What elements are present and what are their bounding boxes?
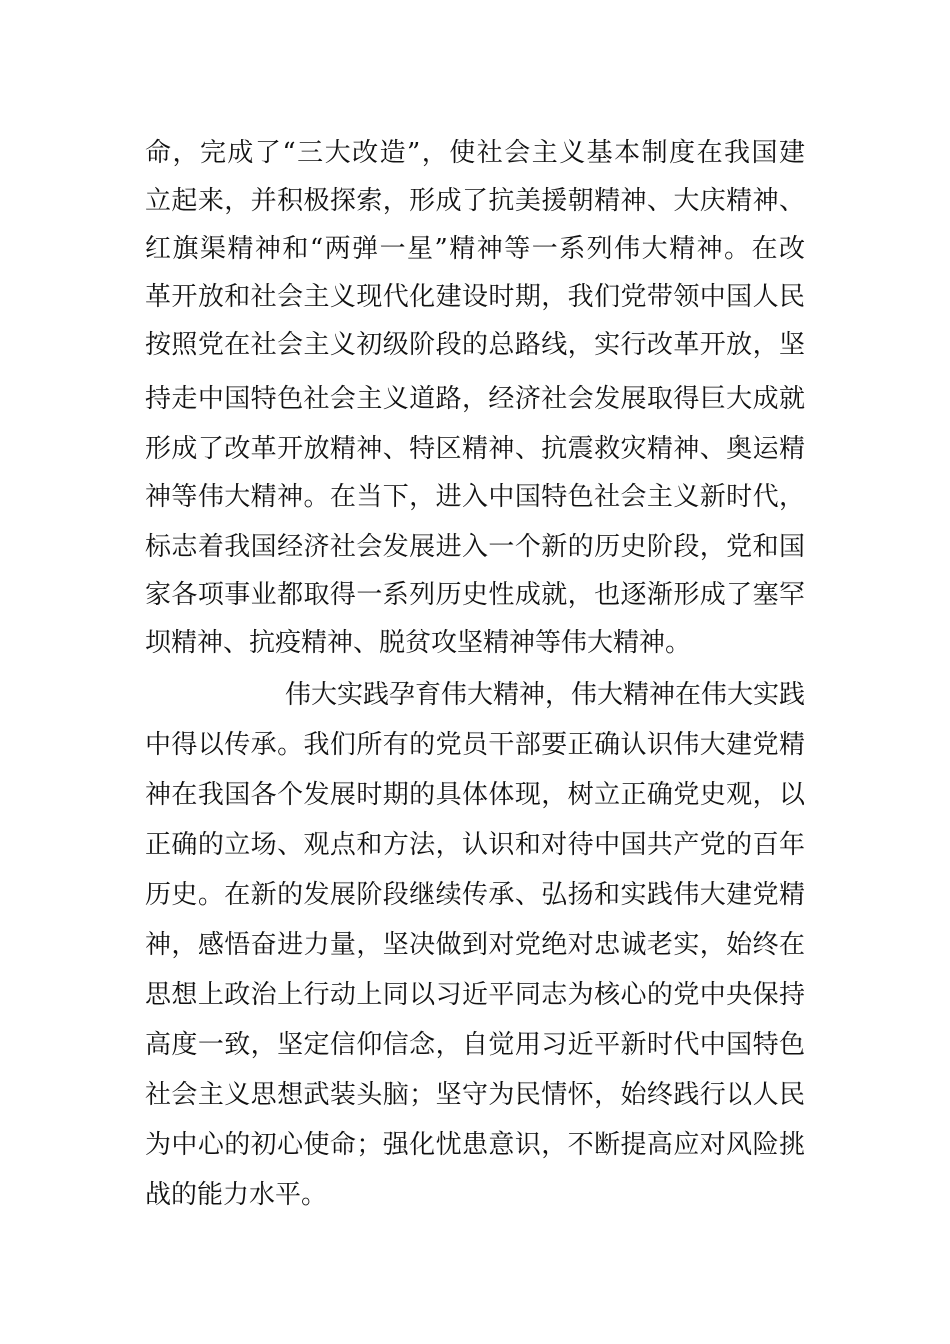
- text-line: 革开放和社会主义现代化建设时期，我们党带领中国人民: [145, 282, 805, 312]
- text-line: 命，完成了“三大改造”，使社会主义基本制度在我国建: [145, 138, 805, 168]
- text-line: 标志着我国经济社会发展进入一个新的历史阶段，党和国: [145, 532, 805, 562]
- text-line: 神，感悟奋进力量，坚决做到对党绝对忠诚老实，始终在: [145, 930, 805, 960]
- text-line: 持走中国特色社会主义道路，经济社会发展取得巨大成就: [145, 384, 805, 414]
- text-line: 正确的立场、观点和方法，认识和对待中国共产党的百年: [145, 830, 805, 860]
- text-line: 历史。在新的发展阶段继续传承、弘扬和实践伟大建党精: [145, 880, 805, 910]
- text-line: 形成了改革开放精神、特区精神、抗震救灾精神、奥运精: [145, 434, 805, 464]
- text-line: 神在我国各个发展时期的具体体现，树立正确党史观，以: [145, 780, 805, 810]
- text-line: 立起来，并积极探索，形成了抗美援朝精神、大庆精神、: [145, 186, 805, 216]
- text-line: 家各项事业都取得一系列历史性成就，也逐渐形成了塞罕: [145, 580, 805, 610]
- text-line: 社会主义思想武装头脑；坚守为民情怀，始终践行以人民: [145, 1080, 805, 1110]
- text-line: 思想上政治上行动上同以习近平同志为核心的党中央保持: [145, 980, 805, 1010]
- text-line: 坝精神、抗疫精神、脱贫攻坚精神等伟大精神。: [145, 628, 692, 658]
- text-line: 高度一致，坚定信仰信念，自觉用习近平新时代中国特色: [145, 1030, 805, 1060]
- text-line: 战的能力水平。: [145, 1180, 328, 1210]
- text-line: 伟大实践孕育伟大精神，伟大精神在伟大实践: [285, 680, 806, 710]
- text-line: 为中心的初心使命；强化忧患意识，不断提高应对风险挑: [145, 1130, 805, 1160]
- text-line: 按照党在社会主义初级阶段的总路线，实行改革开放，坚: [145, 330, 805, 360]
- text-line: 神等伟大精神。在当下，进入中国特色社会主义新时代，: [145, 482, 805, 512]
- text-line: 红旗渠精神和“两弹一星”精神等一系列伟大精神。在改: [145, 234, 805, 264]
- text-line: 中得以传承。我们所有的党员干部要正确认识伟大建党精: [145, 730, 805, 760]
